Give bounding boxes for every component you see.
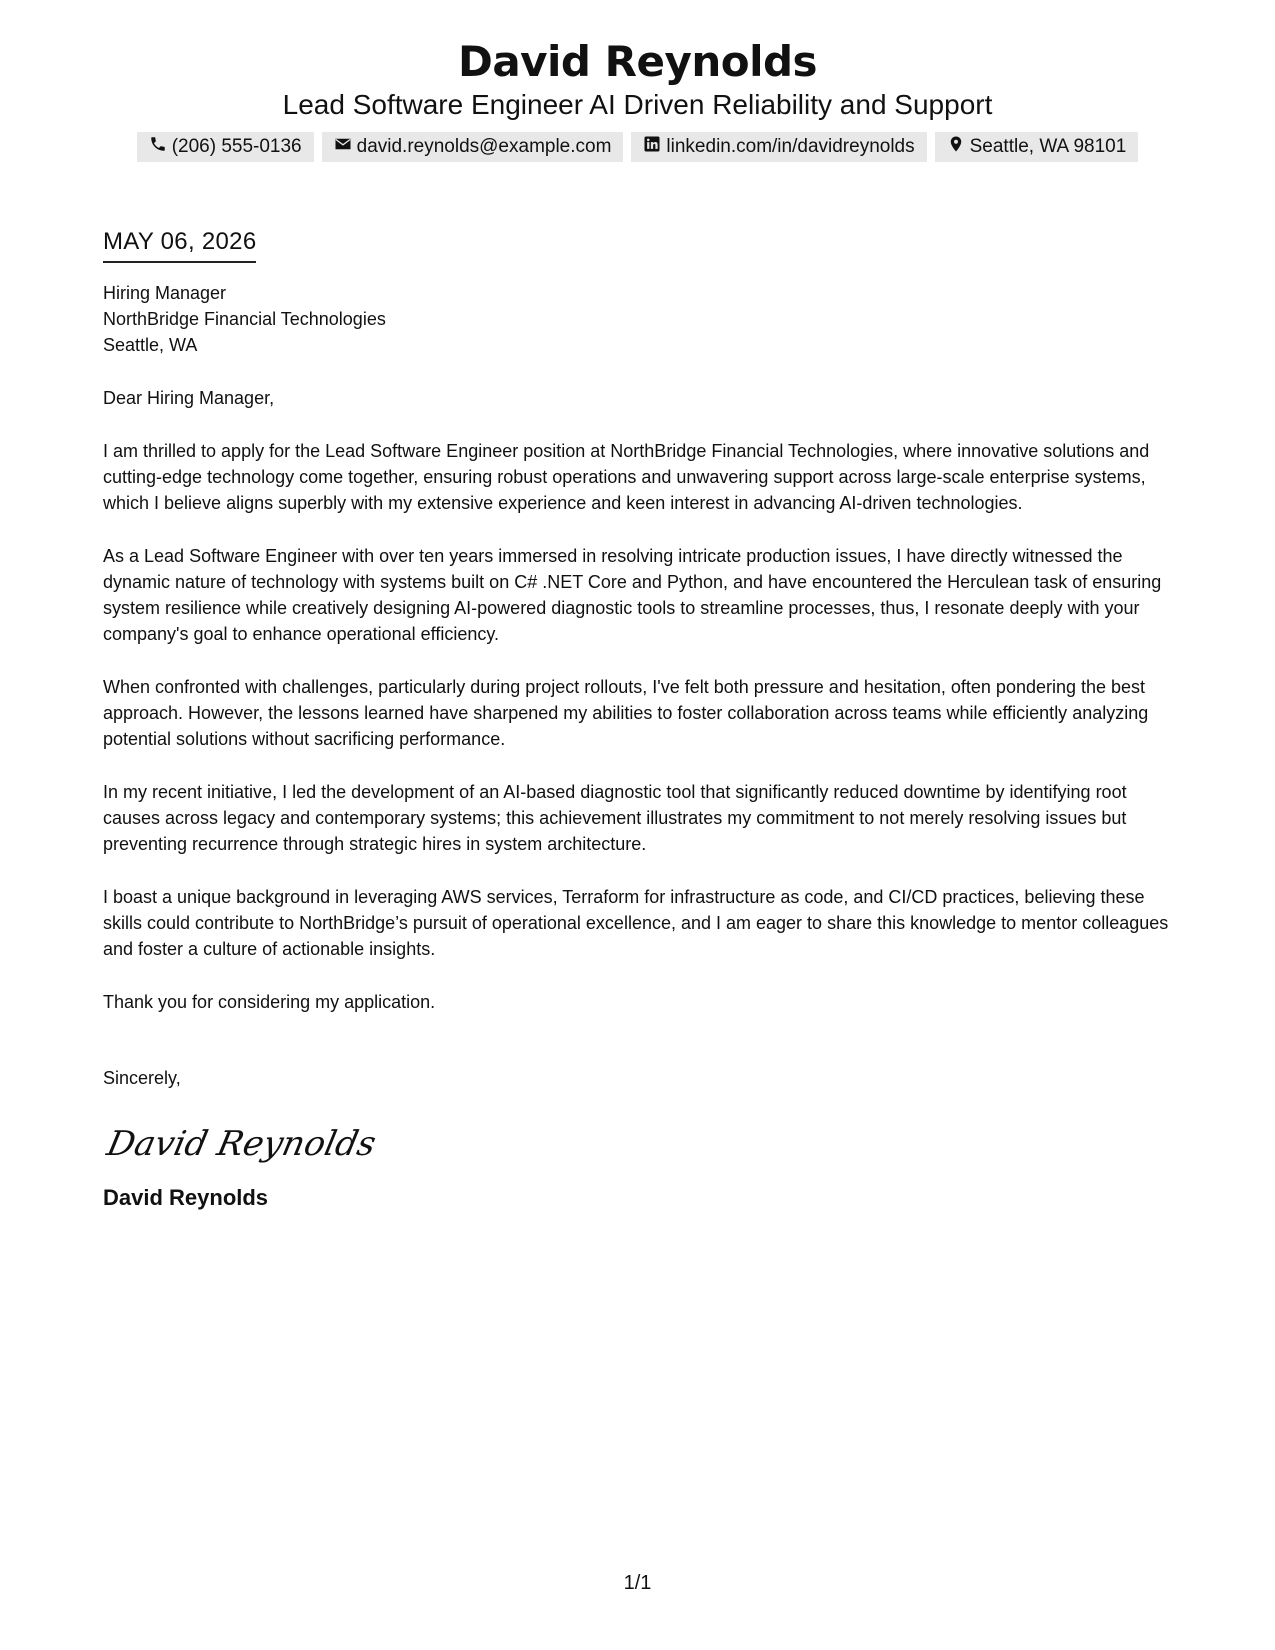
body-paragraph: I boast a unique background in leveraging AWS services, Terraform for infrastructure as code, and CI/CD practices, believing these skills could contribute to NorthBridge’s pursuit of operational excellence, and I am eager to share this knowledge to mentor colleagues and foster a culture of actionable insights. (103, 887, 1169, 959)
recipient-block (103, 280, 1172, 358)
letter-date: MAY 06, 2026 (103, 225, 256, 263)
body-paragraph: Thank you for considering my application. (103, 992, 436, 1012)
envelope-icon (334, 135, 352, 159)
signed-name: David Reynolds (103, 1185, 269, 1210)
contact-linkedin[interactable] (631, 132, 926, 162)
phone-icon (149, 135, 167, 159)
contact-email[interactable] (322, 132, 624, 162)
linkedin-text: linkedin.com/in/davidreynolds (666, 136, 915, 157)
closing: Sincerely, (103, 1068, 181, 1088)
recipient-line: NorthBridge Financial Technologies (103, 309, 386, 329)
location-text: Seattle, WA 98101 (969, 136, 1127, 157)
recipient-line: Seattle, WA (103, 335, 198, 355)
svg-text:David Reynolds: David Reynolds (103, 1124, 380, 1164)
applicant-name: David Reynolds (457, 37, 818, 86)
email-text: david.reynolds@example.com (356, 136, 612, 157)
applicant-title: Lead Software Engineer AI Driven Reliability and Support (282, 89, 993, 120)
contact-bar (0, 132, 1275, 162)
body-paragraph: In my recent initiative, I led the development of an AI-based diagnostic tool that significantly reduced downtime by identifying root causes across legacy and contemporary systems; this achievement illustrates my commitment to not merely resolving issues but preventing recurrence through strategic hires in system architecture. (103, 782, 1127, 854)
body-paragraph: I am thrilled to apply for the Lead Software Engineer position at NorthBridge Financial Technologies, where innovative solutions and cutting-edge technology come together, ensuring robust operations and unwavering support across large-scale enterprise systems, which I believe aligns superbly with my extensive experience and keen interest in advancing AI-driven technologies. (103, 441, 1150, 513)
contact-phone (137, 132, 314, 162)
letter-header (0, 0, 1275, 162)
greeting: Dear Hiring Manager, (103, 388, 275, 408)
phone-text: (206) 555-0136 (171, 136, 302, 157)
body-paragraph: When confronted with challenges, particularly during project rollouts, I've felt both pressure and hesitation, often pondering the best approach. However, the lessons learned have sharpened my abilities to foster collaboration across teams while efficiently analyzing potential solutions without sacrificing performance. (103, 677, 1149, 749)
linkedin-icon (643, 135, 661, 159)
signature (103, 1119, 1172, 1169)
map-pin-icon (947, 135, 965, 159)
body-paragraph: As a Lead Software Engineer with over ten years immersed in resolving intricate production issues, I have directly witnessed the dynamic nature of technology with systems built on C# .NET Core and Python, and have encountered the Herculean task of ensuring system resilience while creatively designing AI-powered diagnostic tools to streamline processes, thus, I resonate deeply with your company's goal to enhance operational efficiency. (103, 546, 1162, 644)
letter-body (103, 225, 1172, 1211)
recipient-line: Hiring Manager (103, 283, 227, 303)
contact-location (935, 132, 1139, 162)
page-number: 1/1 (623, 1572, 652, 1594)
